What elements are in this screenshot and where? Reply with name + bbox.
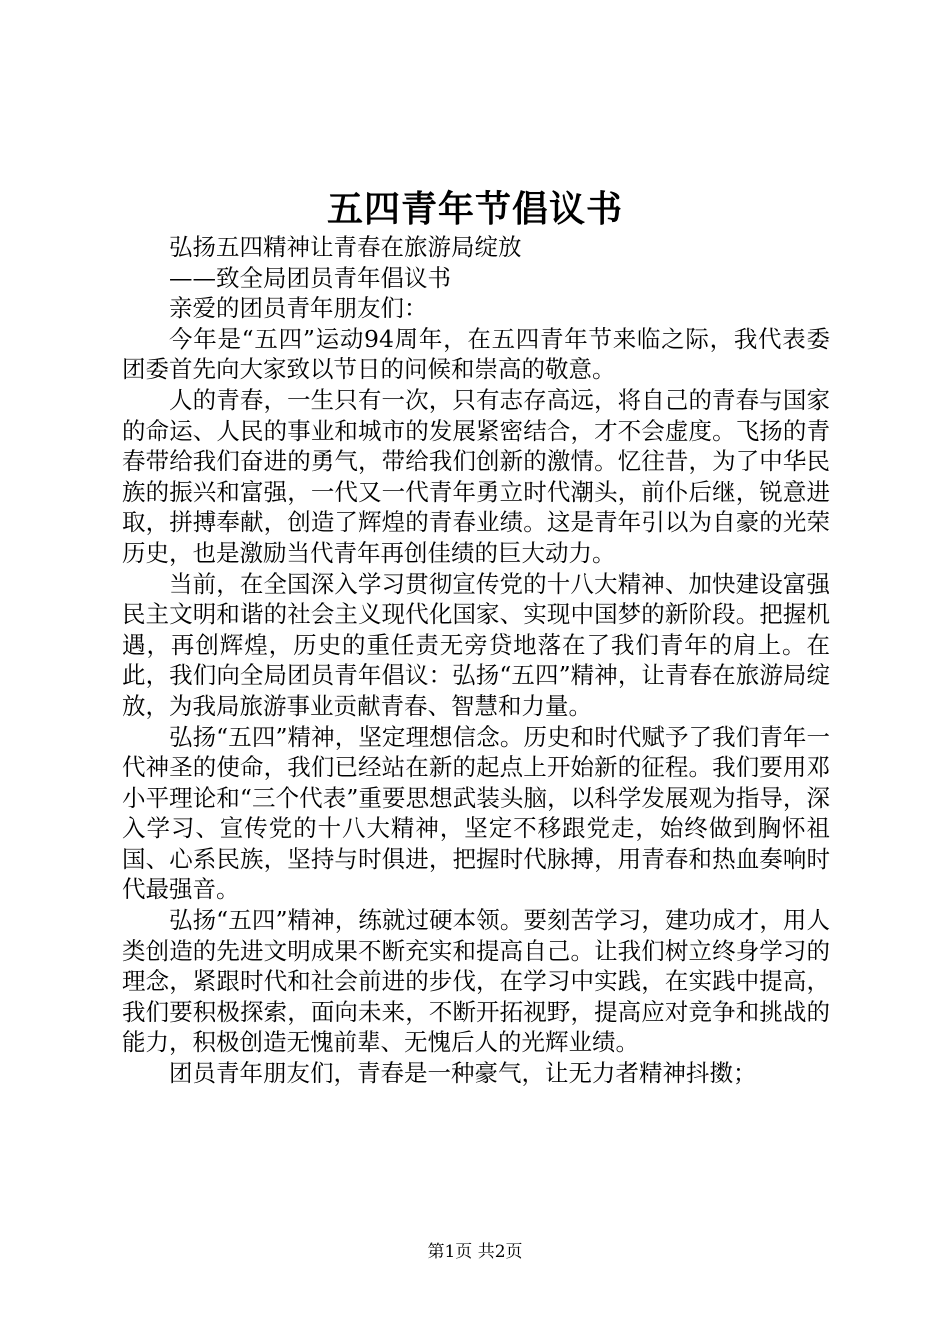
document-title: 五四青年节倡议书 [326, 188, 623, 230]
paragraph: 当前，在全国深入学习贯彻宣传党的十八大精神、加快建设富强民主文明和谐的社会主义现代化国家、实现中国梦的新阶段。把握机遇，再创辉煌，历史的重任责无旁贷地落在了我们青年的肩上。在此，我们向全局团员青年倡议：弘扬“五四”精神，让青春在旅游局绽放，为我局旅游事业贡献青春、智慧和力量。 [122, 569, 830, 720]
page-number-footer: 第1页 共2页 [427, 1242, 523, 1262]
document-body [122, 232, 830, 1089]
paragraph: 弘扬“五四”精神，坚定理想信念。历史和时代赋予了我们青年一代神圣的使命，我们已经站在新的起点上开始新的征程。我们要用邓小平理论和“三个代表”重要思想武装头脑，以科学发展观为指导，深入学习、宣传党的十八大精神，坚定不移跟党走，始终做到胸怀祖国、心系民族，坚持与时俱进，把握时代脉搏，用青春和热血奏响时代最强音。 [122, 722, 830, 904]
subtitle-addressee: ——致全局团员青年倡议书 [169, 263, 451, 292]
paragraph: 弘扬“五四”精神，练就过硬本领。要刻苦学习，建功成才，用人类创造的先进文明成果不断充实和提高自己。让我们树立终身学习的理念，紧跟时代和社会前进的步伐，在学习中实践，在实践中提高，我们要积极探索，面向未来，不断开拓视野，提高应对竞争和挑战的能力，积极创造无愧前辈、无愧后人的光辉业绩。 [122, 906, 830, 1057]
paragraph: 团员青年朋友们，青春是一种豪气，让无力者精神抖擞； [169, 1059, 757, 1088]
subtitle: 弘扬五四精神让青春在旅游局绽放 [169, 233, 522, 261]
salutation: 亲爱的团员青年朋友们： [169, 294, 428, 323]
paragraph: 今年是“五四”运动94周年，在五四青年节来临之际，我代表委团委首先向大家致以节日的问候和崇高的敬意。 [122, 324, 830, 384]
paragraph: 人的青春，一生只有一次，只有志存高远，将自己的青春与国家的命运、人民的事业和城市的发展紧密结合，才不会虚度。飞扬的青春带给我们奋进的勇气，带给我们创新的激情。忆往昔，为了中华民族的振兴和富强，一代又一代青年勇立时代潮头，前仆后继，锐意进取，拼搏奉献，创造了辉煌的青春业绩。这是青年引以为自豪的光荣历史，也是激励当代青年再创佳绩的巨大动力。 [122, 385, 830, 567]
